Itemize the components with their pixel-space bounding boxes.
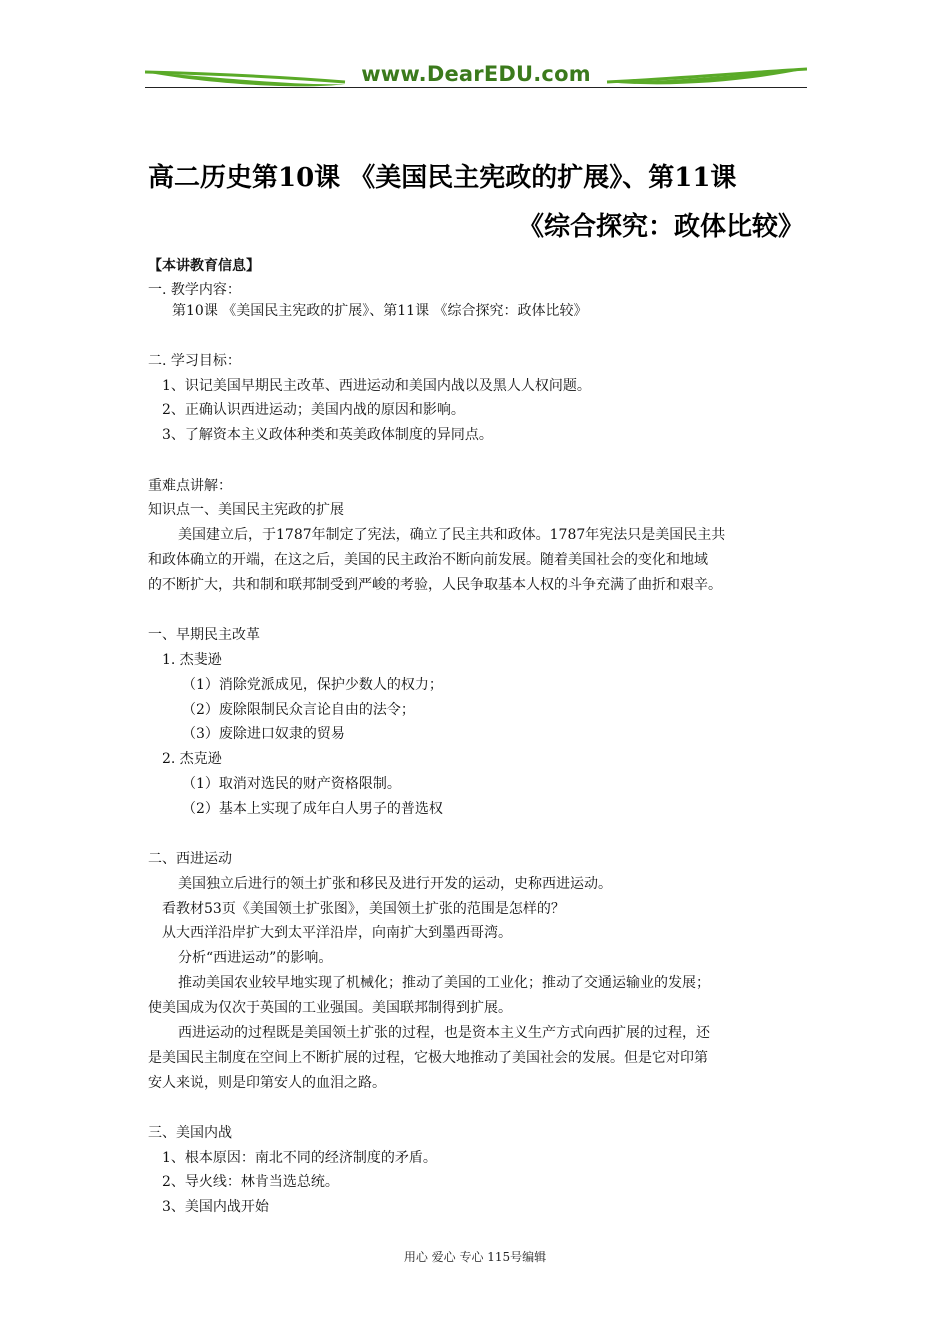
page-title-line-2: 《综合探究：政体比较》: [517, 212, 804, 242]
text-line: 和政体确立的开端，在这之后，美国的民主政治不断向前发展。随着美国社会的变化和地域: [148, 552, 708, 568]
text-line: 是美国民主制度在空间上不断扩展的过程，它极大地推动了美国社会的发展。但是它对印第: [148, 1050, 708, 1066]
text-line: 1. 杰斐逊: [162, 652, 222, 668]
text-line: 推动美国农业较早地实现了机械化；推动了美国的工业化；推动了交通运输业的发展；: [178, 975, 710, 991]
page-title-line-1: 高二历史第10课 《美国民主宪政的扩展》、第11课: [148, 163, 737, 193]
text-line: 三、美国内战: [148, 1125, 232, 1141]
header-divider: [145, 87, 807, 88]
text-line: （1）取消对选民的财产资格限制。: [182, 776, 401, 792]
text-line: 2、正确认识西进运动；美国内战的原因和影响。: [162, 402, 465, 418]
text-line: 一. 教学内容：: [148, 282, 241, 298]
text-line: 二. 学习目标：: [148, 353, 241, 369]
text-line: 安人来说，则是印第安人的血泪之路。: [148, 1075, 386, 1091]
text-line: 美国独立后进行的领土扩张和移民及进行开发的运动，史称西进运动。: [178, 876, 612, 892]
text-line: 美国建立后，于1787年制定了宪法，确立了民主共和政体。1787年宪法只是美国民主共: [178, 527, 726, 543]
text-line: 知识点一、美国民主宪政的扩展: [148, 502, 344, 518]
text-line: 3、美国内战开始: [162, 1199, 269, 1215]
text-line: 2. 杰克逊: [162, 751, 222, 767]
site-header-logo: [145, 60, 807, 94]
text-line: 二、西进运动: [148, 851, 232, 867]
site-url: www.DearEDU.com: [361, 62, 591, 86]
text-line: 的不断扩大，共和制和联邦制受到严峻的考验，人民争取基本人权的斗争充满了曲折和艰辛。: [148, 577, 722, 593]
text-line: 西进运动的过程既是美国领土扩张的过程，也是资本主义生产方式向西扩展的过程，还: [178, 1025, 710, 1041]
text-line: 第10课 《美国民主宪政的扩展》、第11课 《综合探究：政体比较》: [172, 303, 588, 319]
text-line: 使美国成为仅次于英国的工业强国。美国联邦制得到扩展。: [148, 1000, 512, 1016]
text-line: 1、识记美国早期民主改革、西进运动和美国内战以及黑人人权问题。: [162, 378, 591, 394]
section-heading: 【本讲教育信息】: [148, 258, 260, 274]
text-line: 看教材53页《美国领土扩张图》，美国领土扩张的范围是怎样的？: [162, 901, 565, 917]
text-line: （3）废除进口奴隶的贸易: [182, 726, 345, 742]
page-footer: 用心 爱心 专心 115号编辑: [403, 1250, 547, 1264]
text-line: 重难点讲解：: [148, 478, 232, 494]
text-line: 1、根本原因：南北不同的经济制度的矛盾。: [162, 1150, 437, 1166]
text-line: 一、早期民主改革: [148, 627, 260, 643]
text-line: 从大西洋沿岸扩大到太平洋沿岸，向南扩大到墨西哥湾。: [162, 925, 512, 941]
text-line: 分析“西进运动”的影响。: [178, 950, 333, 966]
text-line: 2、导火线：林肯当选总统。: [162, 1174, 339, 1190]
text-line: （1）消除党派成见，保护少数人的权力；: [182, 677, 443, 693]
text-line: （2）废除限制民众言论自由的法令；: [182, 702, 415, 718]
text-line: 3、了解资本主义政体种类和英美政体制度的异同点。: [162, 427, 493, 443]
text-line: （2）基本上实现了成年白人男子的普选权: [182, 801, 443, 817]
